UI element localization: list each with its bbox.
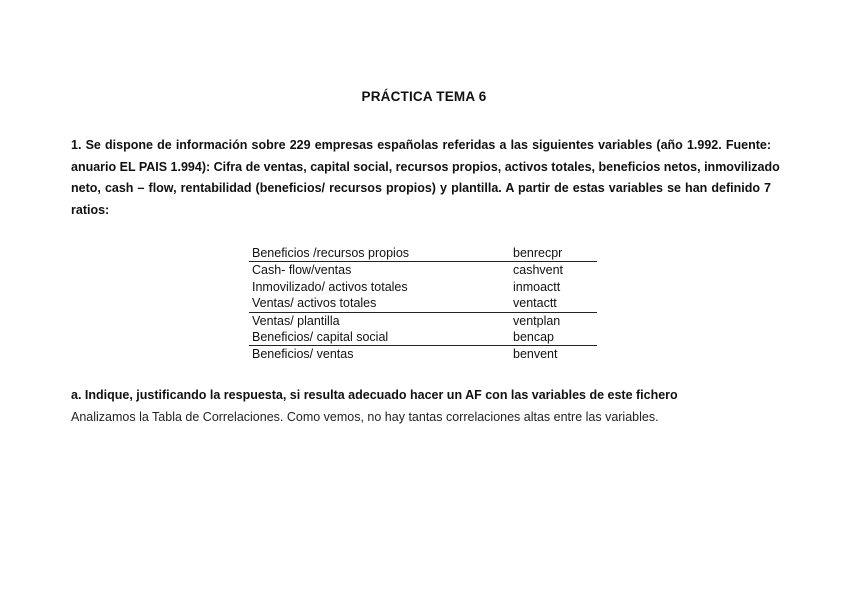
ratio-code: cashvent: [513, 263, 564, 278]
intro-line: anuario EL PAIS 1.994): Cifra de ventas, capital social, recursos propios, activos totales, beneficios netos, inmovilizado: [71, 159, 780, 174]
ratio-name: Beneficios/ ventas: [252, 347, 354, 362]
table-row: [249, 245, 597, 262]
intro-line: neto, cash – flow, rentabilidad (beneficios/ recursos propios) y plantilla. A partir de estas variables se han definido 7: [71, 181, 771, 195]
ratio-code: ventactt: [510, 295, 597, 312]
answer-a: Analizamos la Tabla de Correlaciones. Como vemos, no hay tantas correlaciones altas entre las variables.: [71, 410, 659, 424]
ratio-name: Beneficios/ capital social: [249, 329, 510, 346]
table-row: [249, 312, 597, 329]
table-row: [249, 329, 597, 346]
ratio-name: Cash- flow/ventas: [252, 263, 352, 278]
ratio-code: inmoactt: [513, 279, 561, 294]
table-row: [249, 295, 597, 312]
ratio-code: benvent: [513, 347, 558, 362]
intro-paragraph: [71, 135, 780, 221]
page-title: PRÁCTICA TEMA 6: [361, 89, 487, 104]
intro-line: 1. Se dispone de información sobre 229 empresas españolas referidas a las siguientes variables (año 1.992. Fuente:: [71, 138, 771, 152]
ratio-name: Ventas/ plantilla: [252, 313, 340, 328]
intro-line: ratios:: [71, 202, 110, 217]
table-row: [249, 346, 597, 363]
ratio-name: Ventas/ activos totales: [249, 295, 510, 312]
ratio-name: Beneficios /recursos propios: [249, 245, 510, 262]
ratio-code: benrecpr: [510, 245, 597, 262]
ratio-name: Inmovilizado/ activos totales: [252, 279, 408, 294]
ratio-code: bencap: [510, 329, 597, 346]
table-row: [249, 279, 597, 295]
question-a: a. Indique, justificando la respuesta, si resulta adecuado hacer un AF con las variables de este fichero: [71, 388, 678, 402]
ratios-table: [249, 245, 597, 363]
ratio-code: ventplan: [513, 313, 561, 328]
table-row: [249, 262, 597, 279]
